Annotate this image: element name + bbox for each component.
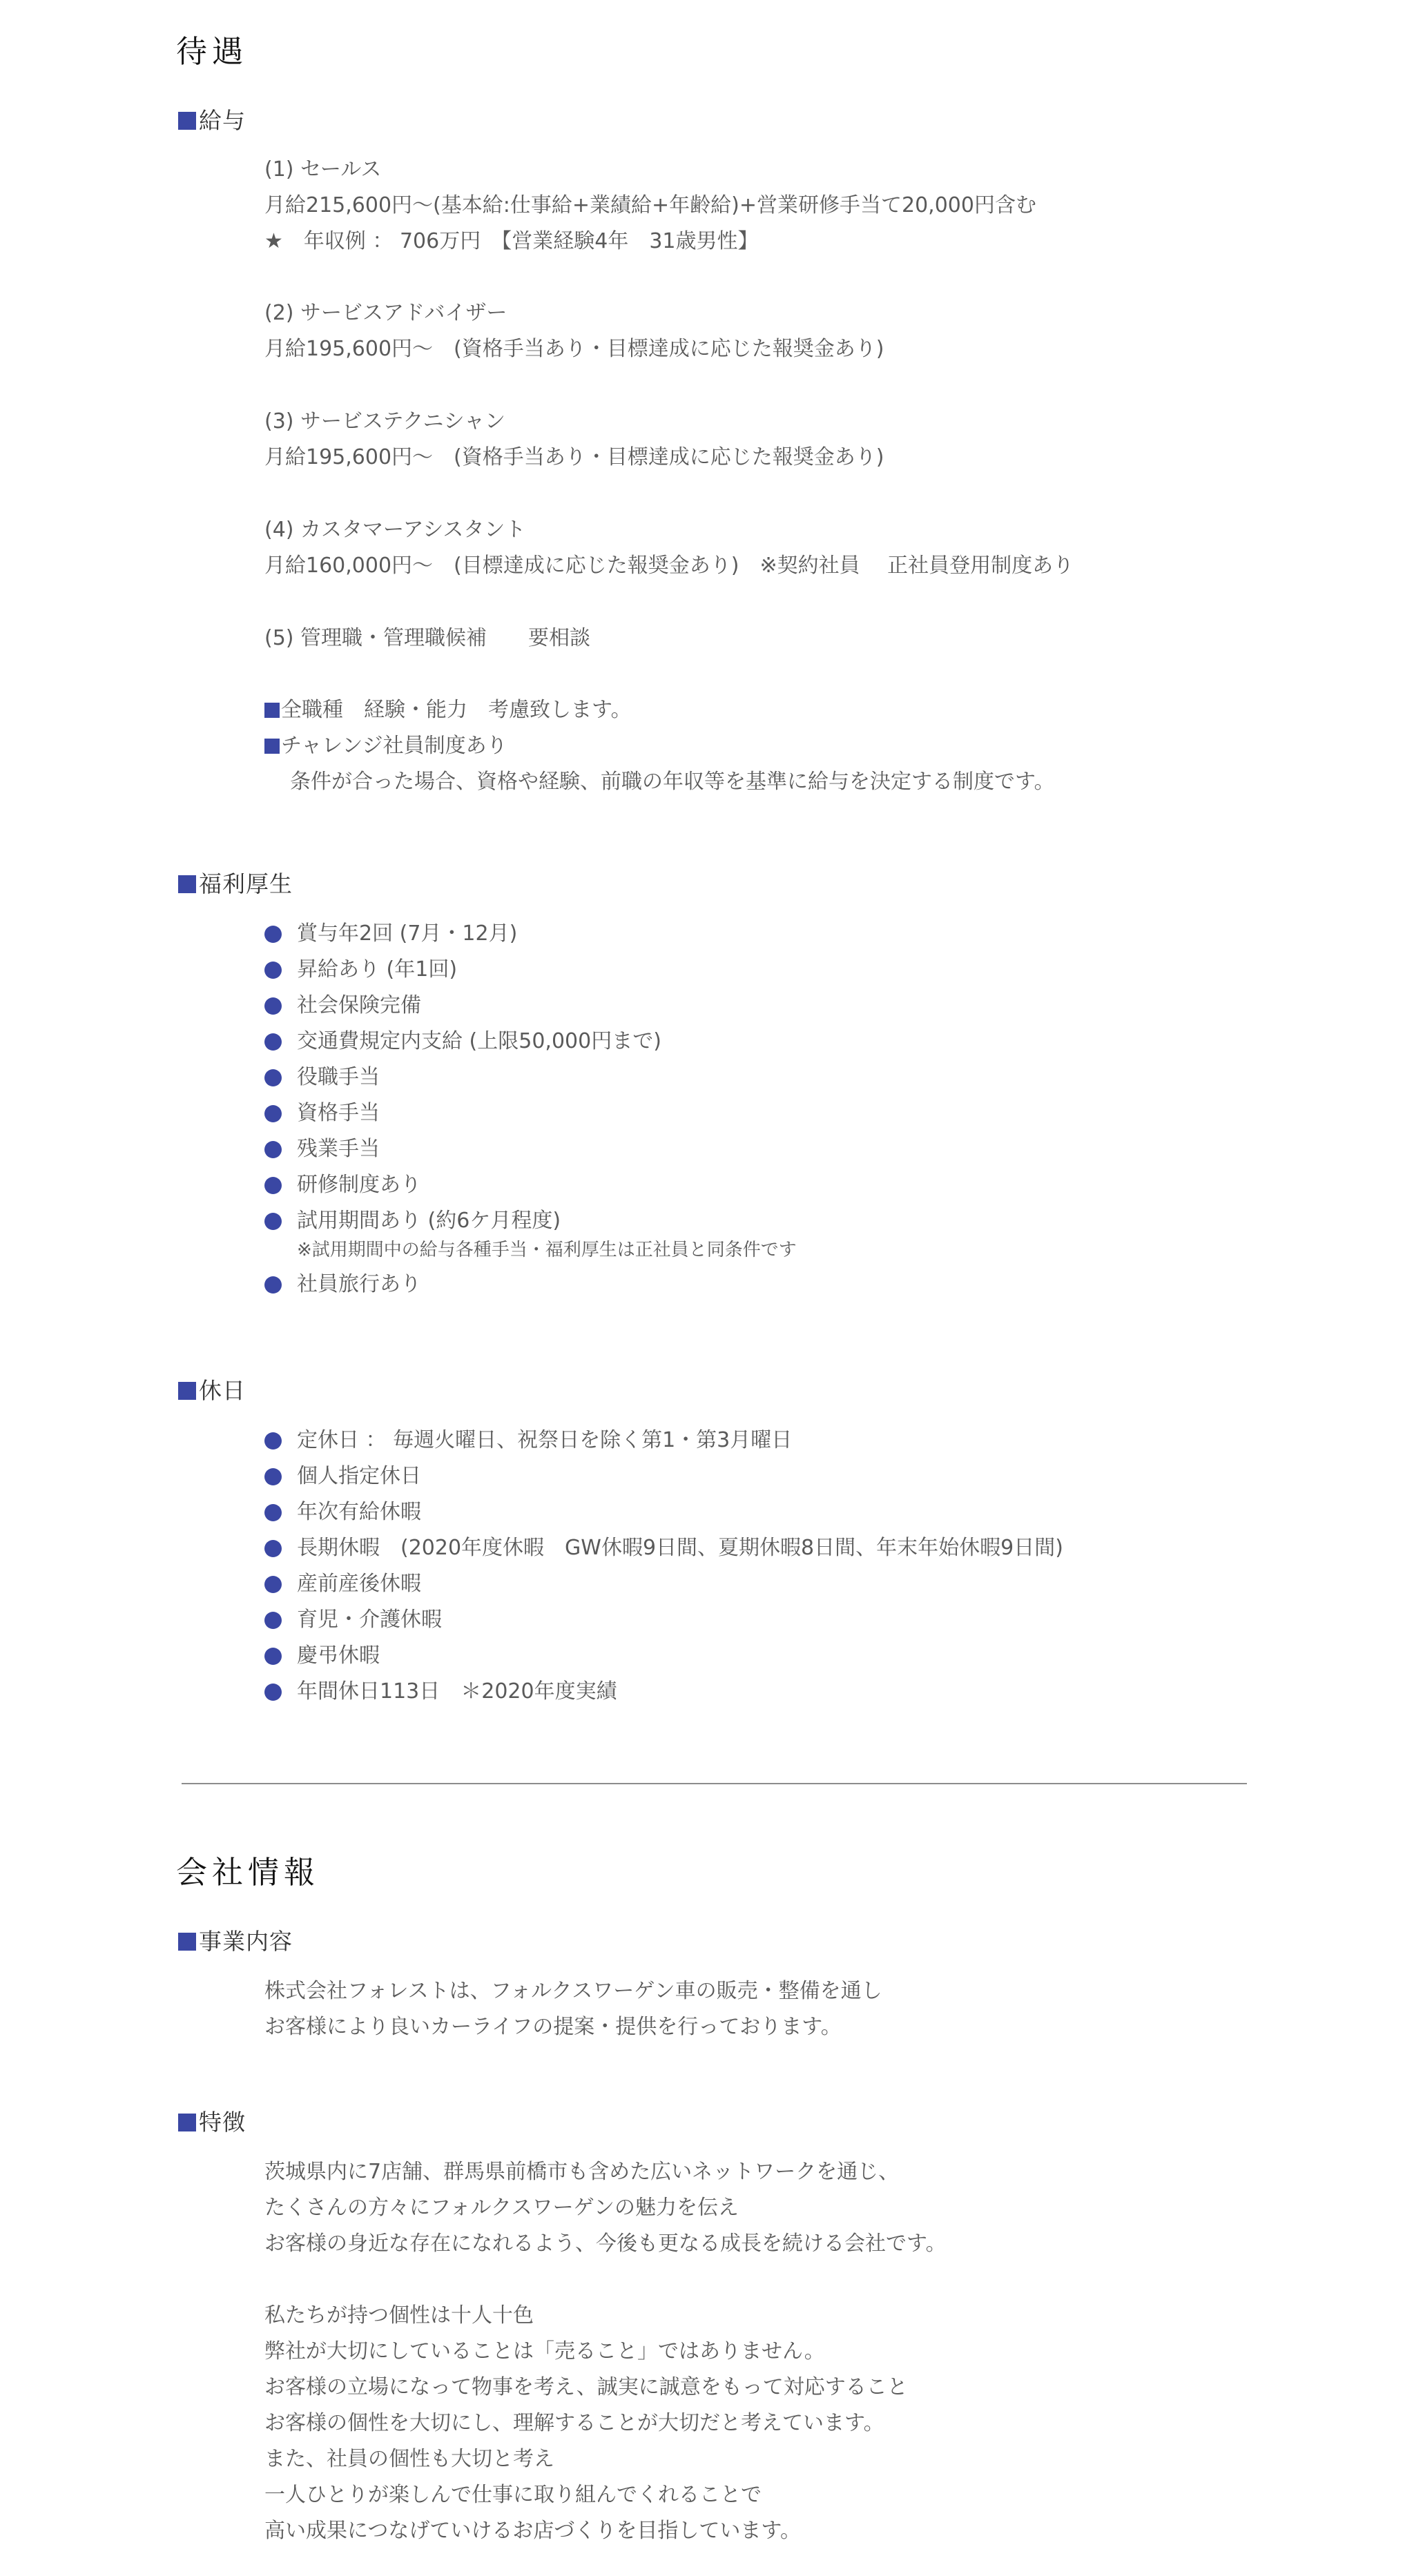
bullet-dot-icon xyxy=(264,1504,282,1521)
list-item xyxy=(264,1103,380,1124)
bullet-dot-icon xyxy=(264,1177,282,1194)
list-item xyxy=(264,995,421,1016)
salary-note-text: 全職種 経験・能力 考慮致します。 xyxy=(281,698,632,722)
list-item-text: 定休日 ： 毎週火曜日、祝祭日を除く第1・第3月曜日 xyxy=(297,1428,793,1452)
salary-note-detail: 条件が合った場合、資格や経験、前職の年収等を基準に給与を決定する制度です。 xyxy=(290,770,1055,794)
business-heading-label: 事業内容 xyxy=(199,1928,293,1955)
list-item-text: 昇給あり (年1回) xyxy=(297,957,458,982)
list-item-text: 賞与年2回 (7月・12月) xyxy=(297,921,518,946)
list-item xyxy=(264,1574,421,1594)
bullet-dot-icon xyxy=(264,926,282,943)
salary-line: 月給215,600円〜(基本給:仕事給+業績給+年齢給)+営業研修手当て20,000円含む xyxy=(264,193,1036,217)
list-item xyxy=(264,1175,421,1196)
list-item xyxy=(264,921,518,946)
list-item-text: 個人指定休日 xyxy=(297,1464,421,1488)
features-heading-label: 特徴 xyxy=(199,2109,246,2136)
square-marker-icon xyxy=(178,1382,196,1400)
bullet-dot-icon xyxy=(264,1612,282,1629)
list-item-text: 産前産後休暇 xyxy=(297,1572,421,1596)
list-item xyxy=(264,1466,421,1487)
bullet-dot-icon xyxy=(264,1033,282,1051)
salary-line: (3) サービステクニシャン xyxy=(264,409,506,433)
treatment-title: 待遇 xyxy=(176,33,249,70)
list-item-text: 社員旅行あり xyxy=(297,1272,421,1296)
salary-note xyxy=(264,736,507,757)
section-divider xyxy=(182,1783,1247,1784)
list-item xyxy=(264,1502,421,1523)
list-item xyxy=(264,1538,1063,1559)
features-heading xyxy=(178,2111,246,2134)
list-item xyxy=(264,1681,617,1702)
features-line: 高い成果につなげていけるお店づくりを目指しています。 xyxy=(264,2519,801,2543)
list-item-text: 役職手当 xyxy=(297,1065,380,1089)
features-line: お客様の個性を大切にし、理解することが大切だと考えています。 xyxy=(264,2411,884,2435)
square-marker-icon xyxy=(264,739,280,754)
salary-line: 月給195,600円〜 (資格手当あり・目標達成に応じた報奨金あり) xyxy=(264,337,884,361)
features-line: 私たちが持つ個性は十人十色 xyxy=(264,2303,534,2328)
trial-period-note: ※試用期間中の給与各種手当・福利厚生は正社員と同条件です xyxy=(297,1240,797,1260)
list-item-text: 育児・介護休暇 xyxy=(297,1608,442,1632)
list-item xyxy=(264,1610,442,1630)
bullet-dot-icon xyxy=(264,962,282,979)
features-line: 弊社が大切にしていることは「売ること」ではありません。 xyxy=(264,2339,825,2363)
bullet-dot-icon xyxy=(264,1069,282,1086)
list-item-text: 残業手当 xyxy=(297,1137,380,1161)
list-item xyxy=(264,959,457,980)
list-item-text: 長期休暇 (2020年度休暇 GW休暇9日間、夏期休暇8日間、年末年始休暇9日間) xyxy=(297,1536,1063,1560)
list-item-text: 研修制度あり xyxy=(297,1173,421,1197)
square-marker-icon xyxy=(264,703,280,718)
features-line: お客様の立場になって物事を考え、誠実に誠意をもって対応すること xyxy=(264,2375,908,2399)
holidays-heading-label: 休日 xyxy=(199,1377,246,1404)
list-item xyxy=(264,1274,421,1295)
salary-line: 月給195,600円〜 (資格手当あり・目標達成に応じた報奨金あり) xyxy=(264,445,884,469)
list-item xyxy=(264,1139,380,1160)
square-marker-icon xyxy=(178,112,196,130)
square-marker-icon xyxy=(178,875,196,893)
bullet-dot-icon xyxy=(264,1276,282,1294)
welfare-heading-label: 福利厚生 xyxy=(199,870,293,897)
salary-line: (2) サービスアドバイザー xyxy=(264,301,507,325)
bullet-dot-icon xyxy=(264,1468,282,1485)
bullet-dot-icon xyxy=(264,1105,282,1122)
business-heading xyxy=(178,1930,293,1953)
list-item-text: 慶弔休暇 xyxy=(297,1643,380,1668)
features-line: 茨城県内に7店舗、群馬県前橋市も含めた広いネットワークを通じ、 xyxy=(264,2160,900,2184)
welfare-heading xyxy=(178,872,293,895)
list-item-text: 試用期間あり (約6ケ月程度) xyxy=(297,1209,561,1233)
features-line: お客様の身近な存在になれるよう、今後も更なる成長を続ける会社です。 xyxy=(264,2232,947,2256)
square-marker-icon xyxy=(178,1933,196,1951)
list-item-text: 交通費規定内支給 (上限50,000円まで) xyxy=(297,1029,661,1053)
bullet-dot-icon xyxy=(264,1141,282,1158)
bullet-dot-icon xyxy=(264,1432,282,1450)
square-marker-icon xyxy=(178,2114,196,2131)
salary-line: 月給160,000円〜 (目標達成に応じた報奨金あり) ※契約社員 正社員登用制度あり xyxy=(264,554,1074,578)
bullet-dot-icon xyxy=(264,1648,282,1665)
bullet-dot-icon xyxy=(264,997,282,1015)
company-title: 会社情報 xyxy=(176,1854,320,1891)
holidays-heading xyxy=(178,1379,246,1402)
salary-line: (1) セールス xyxy=(264,157,382,182)
business-line: お客様により良いカーライフの提案・提供を行っております。 xyxy=(264,2015,842,2039)
list-item-text: 社会保険完備 xyxy=(297,993,421,1017)
salary-line: (4) カスタマーアシスタント xyxy=(264,518,526,542)
bullet-dot-icon xyxy=(264,1213,282,1230)
features-line: また、社員の個性も大切と考え xyxy=(264,2447,554,2471)
bullet-dot-icon xyxy=(264,1576,282,1593)
list-item xyxy=(264,1430,792,1451)
salary-heading xyxy=(178,109,246,132)
salary-heading-label: 給与 xyxy=(199,107,246,134)
bullet-dot-icon xyxy=(264,1540,282,1557)
salary-line: ★ 年収例 ： 706万円 【営業経験4年 31歳男性】 xyxy=(264,229,759,253)
salary-note xyxy=(264,700,632,721)
business-line: 株式会社フォレストは、フォルクスワーゲン車の販売・整備を通し xyxy=(264,1979,882,2003)
features-line: たくさんの方々にフォルクスワーゲンの魅力を伝え xyxy=(264,2196,739,2220)
list-item xyxy=(264,1211,561,1231)
salary-line: (5) 管理職・管理職候補 要相談 xyxy=(264,626,591,650)
list-item-text: 資格手当 xyxy=(297,1101,380,1125)
list-item-text: 年間休日113日 ＊2020年度実績 xyxy=(297,1679,617,1704)
list-item xyxy=(264,1643,380,1668)
features-line: 一人ひとりが楽しんで仕事に取り組んでくれることで xyxy=(264,2483,762,2507)
list-item-text: 年次有給休暇 xyxy=(297,1500,421,1524)
salary-note-text: チャレンジ社員制度あり xyxy=(281,734,507,758)
list-item xyxy=(264,1031,661,1052)
list-item xyxy=(264,1067,380,1088)
bullet-dot-icon xyxy=(264,1684,282,1701)
